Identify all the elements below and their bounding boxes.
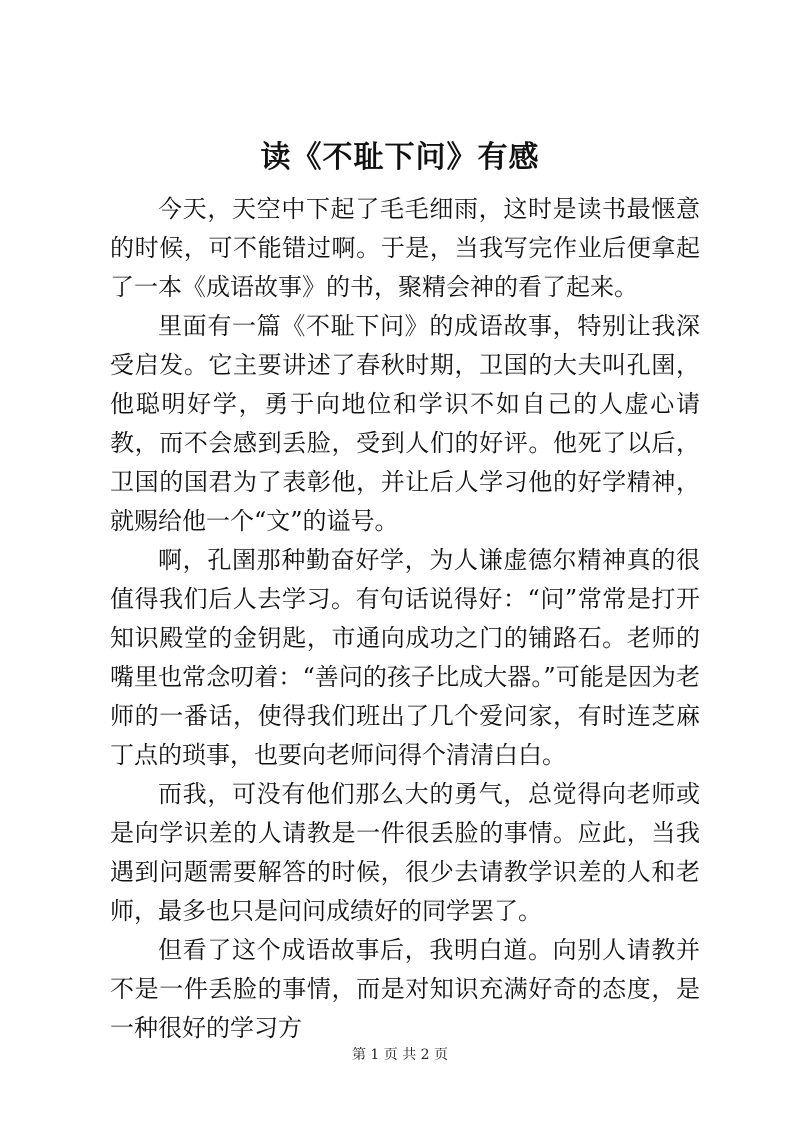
paragraph-4: 而我，可没有他们那么大的勇气，总觉得向老师或是向学识差的人请教是一件很丢脸的事情。应此，当我遇到问题需要解答的时候，很少去请教学识差的人和老师，最多也只是问问成绩好的同学罢了。 [110,780,700,925]
page-footer: 第 1 页 共 2 页 [351,1047,449,1063]
paragraph-2: 里面有一篇《不耻下问》的成语故事，特别让我深受启发。它主要讲述了春秋时期，卫国的大夫叫孔圉，他聪明好学，勇于向地位和学识不如自己的人虚心请教，而不会感到丢脸，受到人们的好评。他死了以后，卫国的国君为了表彰他，并让后人学习他的好学精神，就赐给他一个“文”的谥号。 [110,312,700,535]
document-title: 读《不耻下问》有感 [260,140,540,175]
paragraph-3: 啊，孔圉那种勤奋好学，为人谦虚德尔精神真的很值得我们后人去学习。有句话说得好：“问”常常是打开知识殿堂的金钥匙，市通向成功之门的铺路石。老师的嘴里也常念叨着：“善问的孩子比成大器。”可能是因为老师的一番话，使得我们班出了几个爱问家，有时连芝麻丁点的琐事，也要向老师问得个清清白白。 [110,546,700,769]
paragraph-5: 但看了这个成语故事后，我明白道。向别人请教并不是一件丢脸的事情，而是对知识充满好奇的态度，是一种很好的学习方 [110,936,700,1042]
document-body [110,190,700,1048]
paragraph-1: 今天，天空中下起了毛毛细雨，这时是读书最惬意的时候，可不能错过啊。于是，当我写完作业后便拿起了一本《成语故事》的书，聚精会神的看了起来。 [110,195,700,301]
